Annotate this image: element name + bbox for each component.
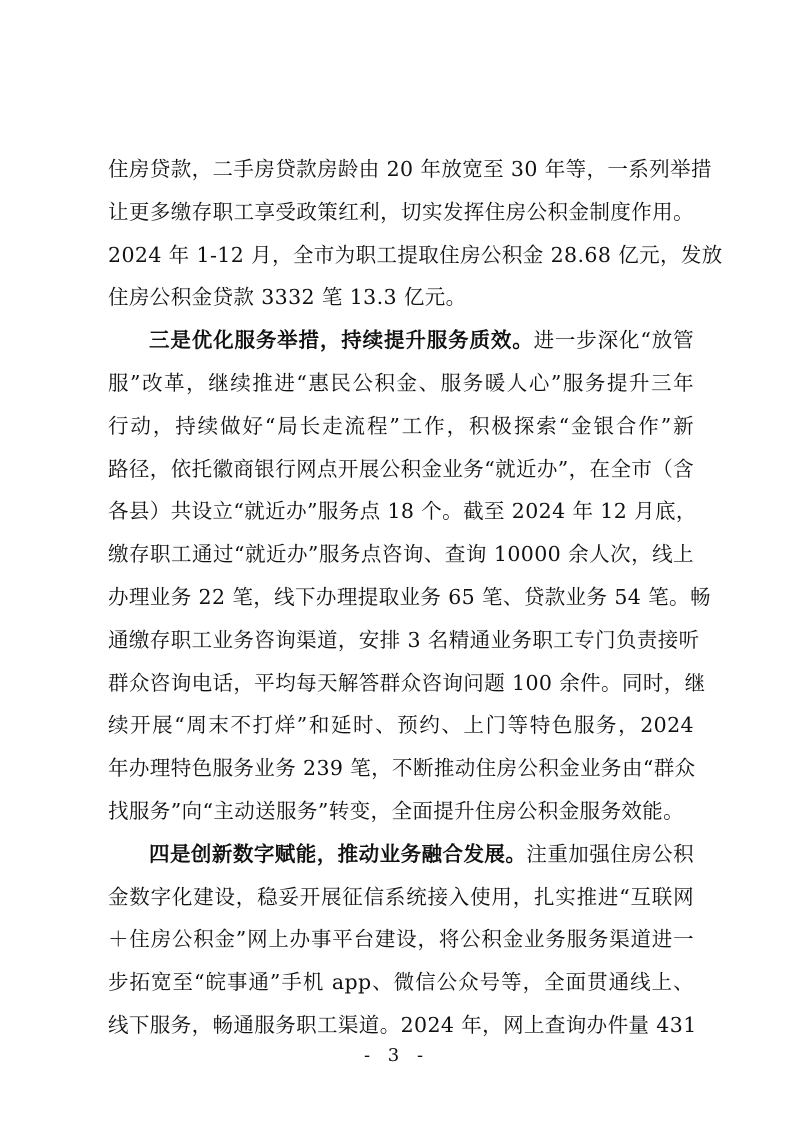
text-line: 办理业务 22 笔，线下办理提取业务 65 笔、贷款业务 54 笔。畅 xyxy=(108,584,711,609)
paragraph-service-measures xyxy=(108,319,711,833)
text-line: 找服务”向“主动送服务”转变，全面提升住房公积金服务效能。 xyxy=(108,798,685,823)
text-line: 住房贷款，二手房贷款房龄由 20 年放宽至 30 年等，一系列举措 xyxy=(108,157,712,181)
text-line: 缴存职工通过“就近办”服务点咨询、查询 10000 余人次，线上 xyxy=(108,542,694,567)
page-number: - 3 - xyxy=(363,1045,430,1066)
text-line: 金数字化建设，稳妥开展征信系统接入使用，扎实推进“互联网 xyxy=(108,884,694,909)
text-line-rest: 注重加强住房公积 xyxy=(526,841,695,866)
text-line: 群众咨询电话，平均每天解答群众咨询问题 100 余件。同时，继 xyxy=(108,670,706,695)
text-line: ＋住房公积金”网上办事平台建设，将公积金业务服务渠道进一 xyxy=(108,927,694,952)
text-line: 服”改革，继续推进“惠民公积金、服务暖人心”服务提升三年 xyxy=(108,370,694,395)
text-line: 让更多缴存职工享受政策红利，切实发挥住房公积金制度作用。 xyxy=(108,199,694,224)
text-line: 路径，依托徽商银行网点开展公积金业务“就近办”，在全市（含 xyxy=(108,456,695,481)
text-line: 各县）共设立“就近办”服务点 18 个。截至 2024 年 12 月底， xyxy=(108,499,697,524)
text-line: 通缴存职工业务咨询渠道，安排 3 名精通业务职工专门负责接听 xyxy=(108,627,700,652)
text-line-rest: 进一步深化“放管 xyxy=(533,328,694,353)
text-line: 行动，持续做好“局长走流程”工作，积极探索“金银合作”新 xyxy=(108,413,694,438)
text-line: 2024 年 1-12 月，全市为职工提取住房公积金 28.68 亿元，发放 xyxy=(108,242,723,267)
text-line: 线下服务，畅通服务职工渠道。2024 年，网上查询办件量 431 xyxy=(108,1012,697,1037)
text-line: 住房公积金贷款 3332 笔 13.3 亿元。 xyxy=(108,285,467,310)
text-line: 年办理特色服务业务 239 笔，不断推动住房公积金业务由“群众 xyxy=(108,756,696,781)
paragraph-housing-loans xyxy=(108,148,723,319)
text-line xyxy=(108,319,694,362)
text-line: 步拓宽至“皖事通”手机 app、微信公众号等，全面贯通线上、 xyxy=(108,970,694,995)
text-line: 续开展“周末不打烊”和延时、预约、上门等特色服务，2024 xyxy=(108,713,694,738)
paragraph-lead-heading: 四是创新数字赋能，推动业务融合发展。 xyxy=(149,841,527,866)
paragraph-digital-empowerment xyxy=(108,833,697,1047)
text-line xyxy=(108,833,694,876)
document-page xyxy=(108,148,723,1047)
paragraph-lead-heading: 三是优化服务举措，持续提升服务质效。 xyxy=(149,328,534,353)
